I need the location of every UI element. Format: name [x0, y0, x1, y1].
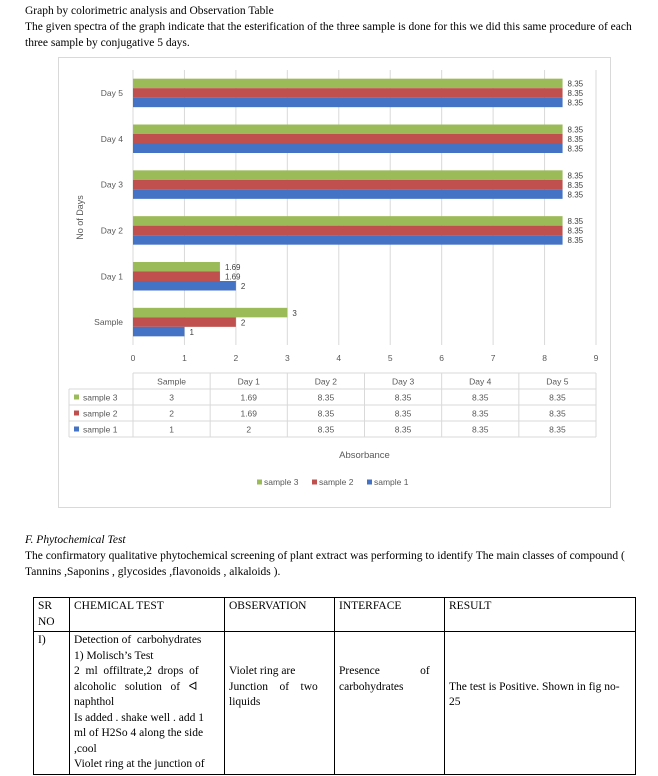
bar-data-label: 8.35	[567, 89, 584, 99]
bar-data-label: 8.35	[567, 98, 584, 108]
table-value-cell: 8.35	[394, 408, 412, 419]
x-tick-label: 5	[387, 353, 393, 363]
y-category-label: Day 5	[100, 87, 123, 98]
header-sr-line-2: NO	[38, 615, 55, 628]
x-tick-label: 4	[336, 353, 342, 363]
bar-sample-3	[133, 308, 287, 318]
header-sr-line-1: SR	[38, 600, 53, 612]
table-value-cell: 1.69	[240, 408, 258, 419]
table-value-cell: 8.35	[394, 424, 412, 435]
table-header-cell: Day 4	[469, 376, 492, 387]
y-category-label: Day 4	[100, 133, 123, 144]
bar-sample-3	[133, 262, 220, 272]
heading-line-3: three sample by conjugative 5 days.	[25, 37, 190, 49]
table-row-label: sample 2	[83, 408, 118, 419]
table-value-cell: 8.35	[549, 392, 566, 403]
bar-sample-2	[133, 180, 563, 190]
bar-sample-3	[133, 170, 563, 180]
bar-sample-3	[133, 79, 563, 89]
legend-label: sample 1	[374, 477, 409, 487]
bar-data-label: 8.35	[567, 217, 584, 227]
legend-label: sample 2	[319, 477, 354, 487]
x-tick-label: 3	[284, 353, 290, 363]
table-value-cell: 8.35	[471, 392, 489, 403]
bar-data-label: 8.35	[567, 171, 584, 181]
table-header-row	[34, 598, 636, 632]
header-interface: INTERFACE	[335, 598, 445, 632]
table-value-cell: 8.35	[549, 408, 566, 419]
table-legend-key	[74, 427, 79, 432]
x-tick-label: 1	[182, 353, 187, 363]
table-value-cell: 3	[169, 392, 174, 403]
y-category-label: Day 3	[100, 179, 123, 190]
bar-data-label: 3	[292, 308, 297, 318]
legend-key	[312, 480, 317, 485]
cell-chemical-test: Detection of carbohydrates 1) Molisch’s Test 2 ml offiltrate,2 drops of alcoholic solution of ᐊ naphthol Is added . shake well . add 1 ml of H2So 4 along the side ,cool Violet ring at the junction of	[70, 632, 225, 775]
header-result: RESULT	[445, 598, 636, 632]
x-tick-label: 2	[233, 353, 239, 363]
bar-sample-1	[133, 189, 563, 199]
bar-sample-1	[133, 144, 563, 154]
bar-data-label: 1	[189, 327, 194, 337]
bar-sample-2	[133, 88, 563, 98]
y-category-label: Day 1	[100, 271, 123, 282]
cell-sr: I)	[34, 632, 70, 775]
table-value-cell: 8.35	[471, 424, 489, 435]
section-intro-line-1: The confirmatory qualitative phytochemical screening of plant extract was performing to identify The main classes of compound (	[25, 550, 625, 562]
table-row	[34, 632, 636, 775]
phytochemical-table	[33, 597, 636, 775]
x-axis-title: Absorbance	[339, 450, 390, 461]
bar-sample-3	[133, 125, 563, 135]
table-value-cell: 1.69	[240, 392, 258, 403]
bar-sample-1	[133, 98, 563, 108]
bar-sample-3	[133, 216, 563, 226]
y-category-label: Day 2	[100, 225, 123, 236]
table-row-label: sample 1	[83, 424, 118, 435]
legend-key	[367, 480, 372, 485]
chart-frame	[58, 57, 611, 508]
table-value-cell: 8.35	[471, 408, 489, 419]
x-tick-label: 7	[490, 353, 496, 363]
table-value-cell: 8.35	[317, 408, 335, 419]
table-header-cell: Sample	[157, 376, 186, 387]
table-value-cell: 1	[169, 424, 174, 435]
bar-data-label: 8.35	[567, 236, 584, 246]
y-axis-title: No of Days	[75, 195, 85, 240]
bar-data-label: 8.35	[567, 180, 584, 190]
table-legend-key	[74, 411, 79, 416]
table-value-cell: 8.35	[317, 424, 335, 435]
y-category-label: Sample	[94, 317, 123, 328]
table-value-cell: 8.35	[549, 424, 566, 435]
bar-data-label: 8.35	[567, 79, 584, 89]
bar-data-label: 8.35	[567, 135, 584, 144]
bar-sample-2	[133, 226, 563, 236]
bar-sample-1	[133, 327, 184, 337]
heading-line-1: Graph by colorimetric analysis and Observation Table	[25, 5, 274, 17]
bar-data-label: 8.35	[567, 125, 584, 135]
bar-sample-1	[133, 235, 563, 245]
section-intro-line-2: Tannins ,Saponins , glycosides ,flavonoids , alkaloids ).	[25, 566, 281, 578]
table-value-cell: 2	[169, 408, 174, 419]
cell-observation: Violet ring are Junction of two liquids	[225, 632, 335, 775]
heading-line-2: The given spectra of the graph indicate that the esterification of the three sample is done for this we did this same procedure of each	[25, 21, 632, 33]
bar-data-label: 1.69	[224, 272, 241, 282]
section-title: F. Phytochemical Test	[25, 534, 126, 546]
bar-data-label: 1.69	[224, 263, 241, 272]
table-row-label: sample 3	[83, 392, 118, 403]
legend-label: sample 3	[264, 477, 299, 487]
bar-data-label: 8.35	[567, 144, 584, 154]
table-header-cell: Day 1	[237, 376, 260, 387]
table-legend-key	[74, 395, 79, 400]
cell-result: The test is Positive. Shown in fig no- 25	[445, 632, 636, 775]
x-tick-label: 0	[130, 353, 136, 363]
table-header-cell: Day 3	[391, 376, 415, 387]
x-tick-label: 8	[542, 353, 547, 363]
cell-interface: Presence of carbohydrates	[335, 632, 445, 775]
bar-sample-2	[133, 272, 220, 282]
bar-sample-2	[133, 134, 563, 144]
x-tick-label: 6	[439, 353, 445, 363]
bar-data-label: 8.35	[567, 226, 584, 236]
header-chemical-test: CHEMICAL TEST	[70, 598, 225, 632]
bar-sample-1	[133, 281, 236, 291]
table-value-cell: 2	[246, 424, 252, 435]
bar-data-label: 2	[240, 282, 246, 291]
table-header-cell: Day 2	[314, 376, 338, 387]
x-tick-label: 9	[593, 353, 599, 363]
table-header-cell: Day 5	[546, 376, 569, 387]
header-observation: OBSERVATION	[225, 598, 335, 632]
bar-chart	[59, 58, 612, 509]
header-sr	[34, 598, 70, 632]
legend-key	[257, 480, 262, 485]
bar-data-label: 8.35	[567, 190, 584, 200]
bar-data-label: 2	[240, 318, 246, 328]
table-value-cell: 8.35	[394, 392, 412, 403]
bar-sample-2	[133, 317, 236, 327]
table-value-cell: 8.35	[317, 392, 335, 403]
